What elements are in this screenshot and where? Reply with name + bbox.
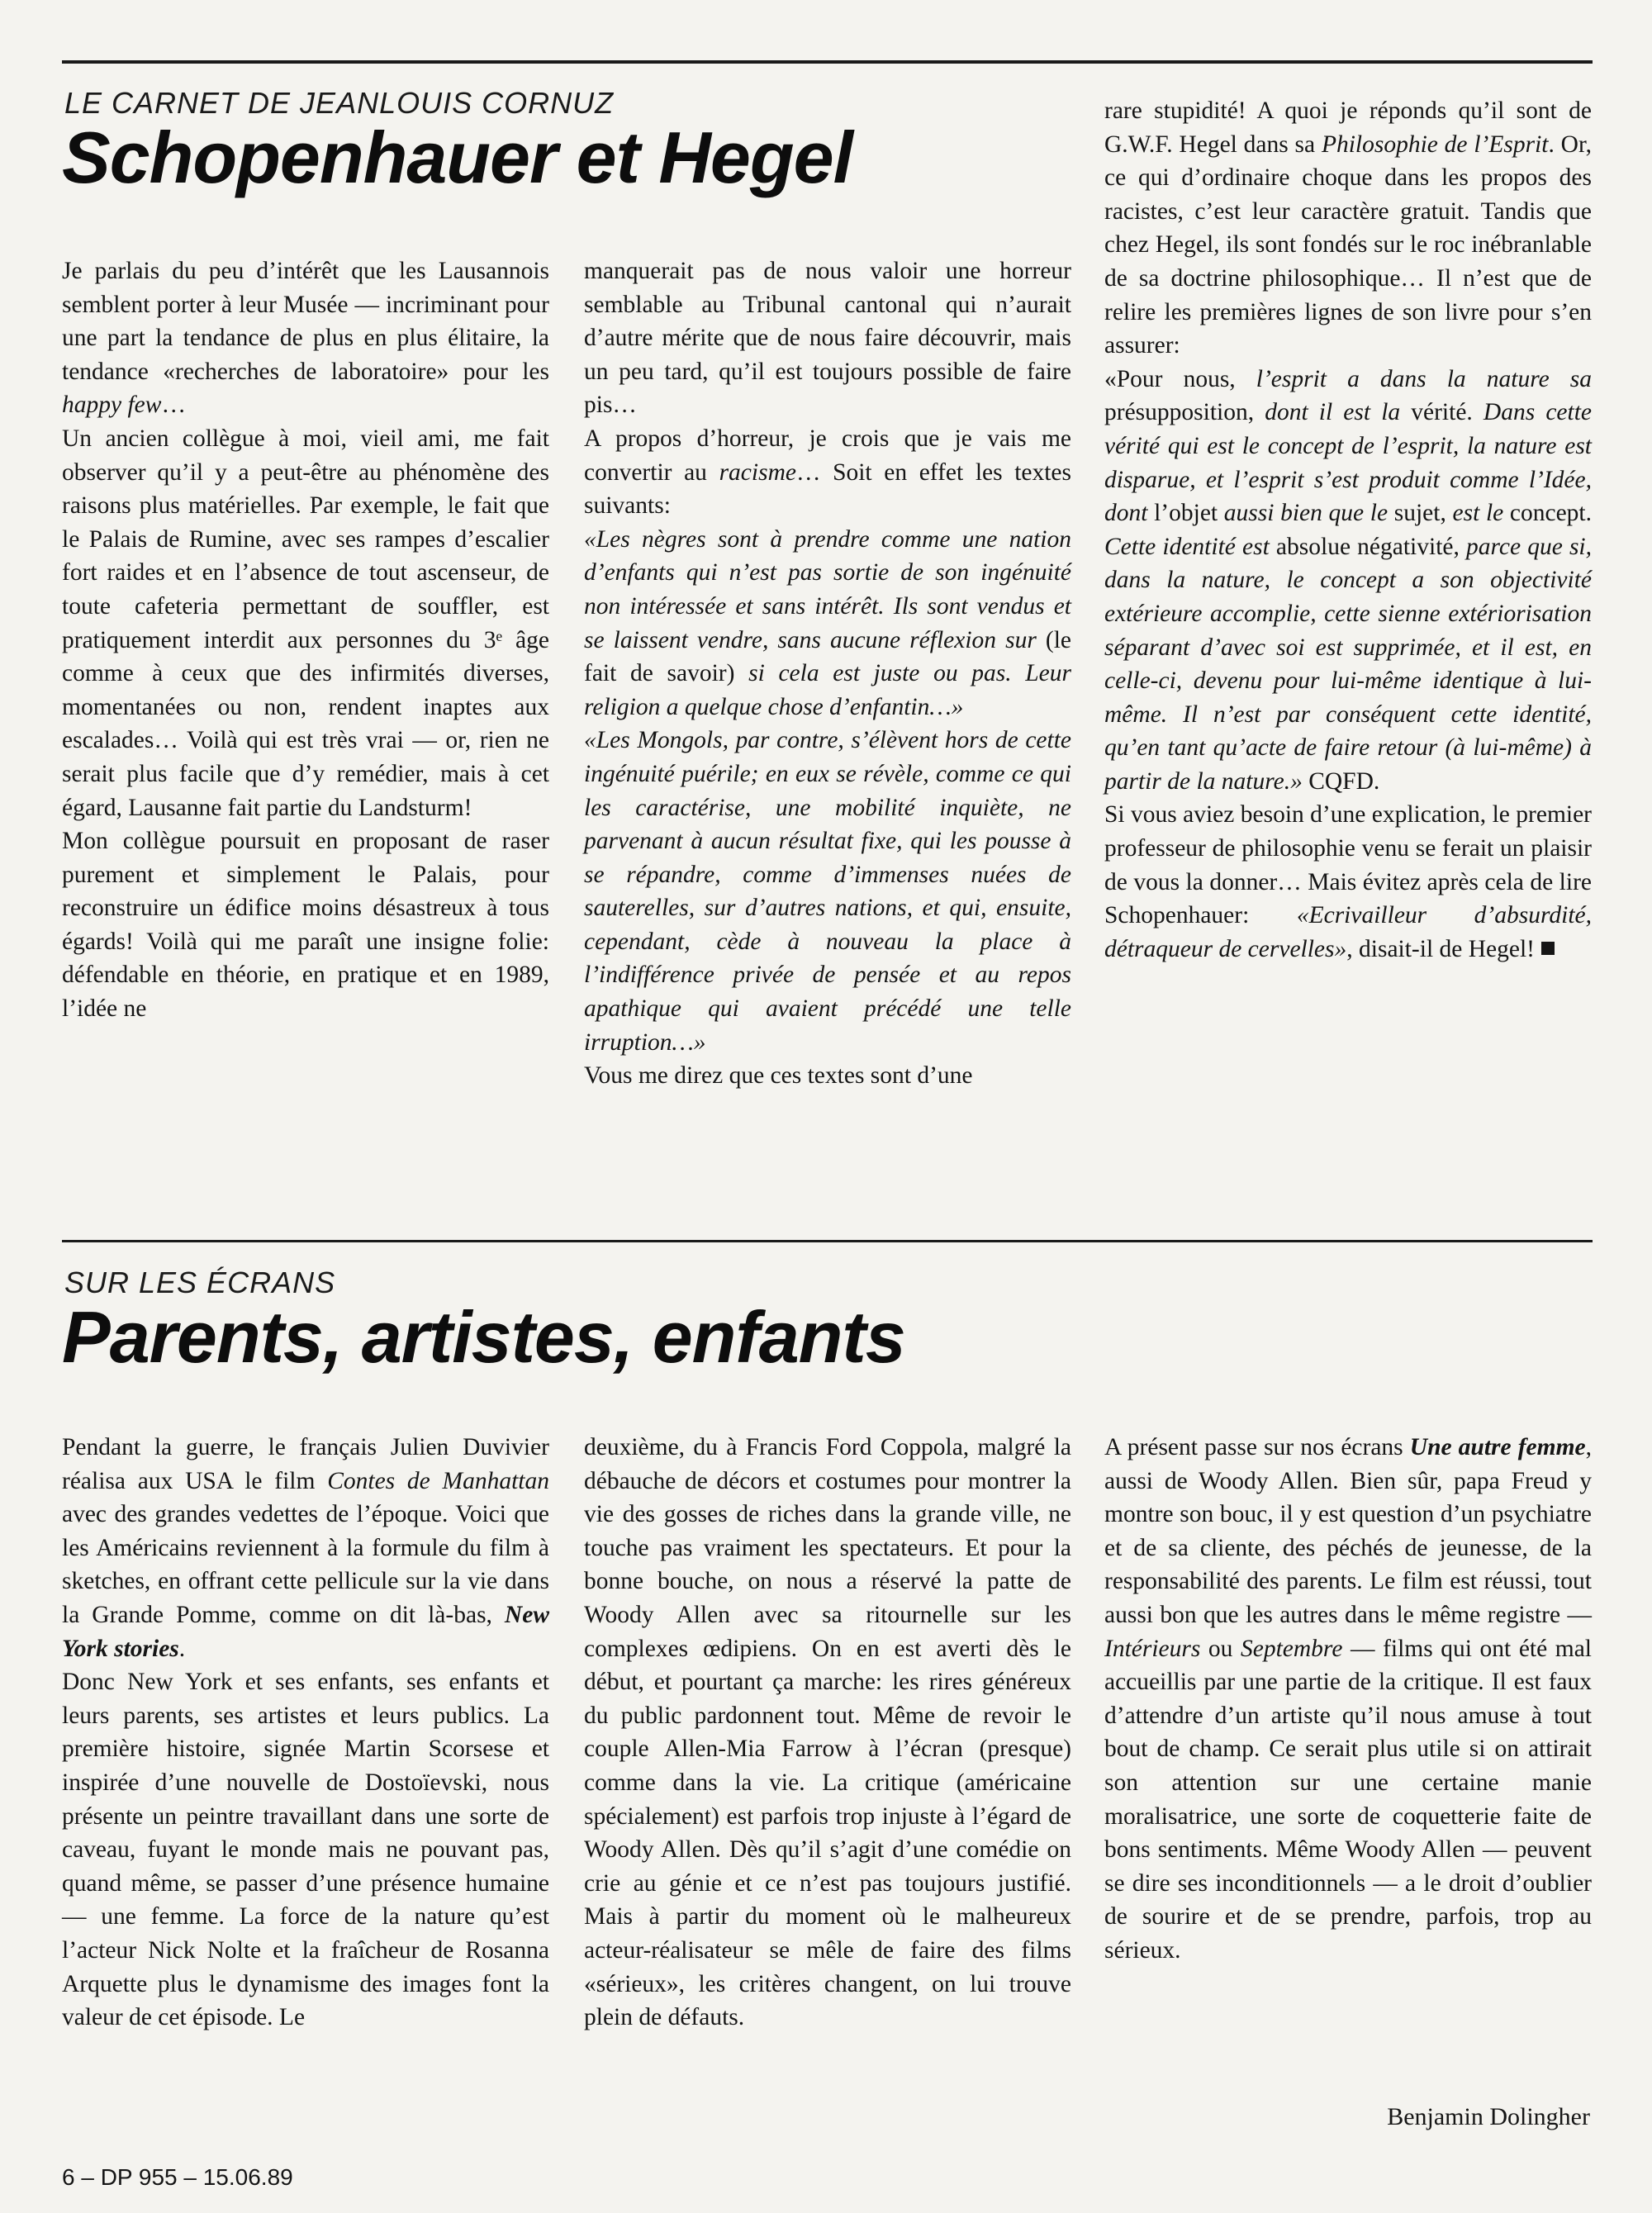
article1-column-2 <box>584 254 1071 1093</box>
article2-column-1 <box>62 1431 549 2035</box>
article1-kicker: LE CARNET DE JEANLOUIS CORNUZ <box>64 86 615 120</box>
paragraph: Un ancien collègue à moi, vieil ami, me fait observer qu’il y a peut-être au phénomène des raisons plus matérielles. Par exemple, le fait que le Palais de Rumine, avec ses rampes d’escalier fort raides et en l’absence de tout ascenseur, de toute cafeteria permettant de souffler, est pratiquement interdit aux personnes du 3ᵉ âge comme à ceux que des infirmités diverses, momentanées ou non, rendent inaptes aux escalades… Voilà qui est très vrai — or, rien ne serait plus facile que d’y remédier, mais à cet égard, Lausanne fait partie du Landsturm! <box>62 425 549 821</box>
paragraph: manquerait pas de nous valoir une horreur semblable au Tribunal cantonal qui n’aurait d’autre mérite que de nous faire découvrir, mais un peu tard, qu’il est toujours possible de faire pis… <box>584 258 1071 419</box>
article1-column-3 <box>1104 94 1592 966</box>
quotation: «Pour nous, l’esprit a dans la nature sa présupposition, dont il est la vérité. Dans cette vérité qui est le concept de l’esprit, la nature est disparue, et l’esprit s’est produit comme l’Idée, dont l’objet aussi bien que le sujet, est le concept. Cette identité est absolue négativité, parce que si, dans la nature, le concept a son objectivité extérieure accomplie, cette sienne extériorisation séparant d’avec soi est supprimée, et il est, en celle-ci, devenu pour lui-même identique à lui-même. Il n’est par conséquent cette identité, qu’en tant qu’acte de faire retour (à lui-même) à partir de la nature.» CQFD. <box>1104 365 1592 795</box>
paragraph: A propos d’horreur, je crois que je vais me convertir au racisme… Soit en effet les textes suivants: <box>584 425 1072 520</box>
top-rule <box>62 60 1593 64</box>
paragraph: Mon collègue poursuit en proposant de raser purement et simplement le Palais, pour reconstruire un édifice moins désastreux à tous égards! Voilà qui me paraît une insigne folie: défendable en théorie, en pratique et en 1989, l’idée ne <box>62 828 549 1023</box>
article2-column-3 <box>1104 1431 1592 1968</box>
article1-title: Schopenhauer et Hegel <box>62 116 853 198</box>
quotation: «Les nègres sont à prendre comme une nation d’enfants qui n’est pas sortie de son ingénuité non intéressée et sans intérêt. Ils sont vendus et se laissent vendre, sans aucune réflexion sur (le fait de savoir) si cela est juste ou pas. Leur religion a quelque chose d’enfantin…» <box>584 525 1071 720</box>
paragraph: deuxième, du à Francis Ford Coppola, malgré la débauche de décors et costumes pour montrer la vie des gosses de riches dans la grande ville, ne touche pas vraiment les spectateurs. Et pour la bonne bouche, on nous a réservé la patte de Woody Allen avec sa ritournelle sur les complexes œdipiens. On en est averti dès le début, et pourtant ça marche: les rires généreux du public pardonnent tout. Même de revoir le couple Allen-Mia Farrow à l’écran (presque) comme dans la vie. La critique (américaine spécialement) est parfois trop injuste à l’égard de Woody Allen. Dès qu’il s’agit d’une comédie on crie au génie et ce n’est pas toujours justifié. Mais à partir du moment où le malheureux acteur-réalisateur se mêle de faire des films «sérieux», les critères changent, on lui trouve plein de défauts. <box>584 1434 1071 2031</box>
article2-column-2 <box>584 1431 1071 2035</box>
section-rule <box>62 1240 1593 1242</box>
paragraph: Pendant la guerre, le français Julien Duvivier réalisa aux USA le film Contes de Manhattan avec des grandes vedettes de l’époque. Voici que les Américains reviennent à la formule du film à sketches, en offrant cette pellicule sur la vie dans la Grande Pomme, comme on dit là-bas, New York stories. <box>62 1434 549 1662</box>
paragraph: Si vous aviez besoin d’une explication, le premier professeur de philosophie venu se ferait un plaisir de vous la donner… Mais évitez après cela de lire Schopenhauer: «Ecrivailleur d’absurdité, détraqueur de cervelles», disait-il de Hegel! <box>1104 801 1592 962</box>
quotation: «Les Mongols, par contre, s’élèvent hors de cette ingénuité puérile; en eux se révèle, comme ce qui les caractérise, une mobilité inquiète, ne parvenant à aucun résultat fixe, qui les pousse à se répandre, comme d’immenses nuées de sauterelles, sur d’autres nations, et qui, ensuite, cependant, cède à nouveau la place à l’indifférence privée de pensée et au repos apathique qui avaient précédé une telle irruption…» <box>584 727 1071 1056</box>
end-mark-icon <box>1541 942 1555 955</box>
paragraph: rare stupidité! A quoi je réponds qu’il sont de G.W.F. Hegel dans sa Philosophie de l’Esprit. Or, ce qui d’ordinaire choque dans les propos des racistes, c’est leur caractère gratuit. Tandis que chez Hegel, ils sont fondés sur le roc inébranlable de sa doctrine philosophique… Il n’est que de relire les premières lignes de son livre pour s’en assurer: <box>1104 97 1592 359</box>
paragraph: Donc New York et ses enfants, ses enfants et leurs parents, ses artistes et leurs publics. La première histoire, signée Martin Scorsese et inspirée d’une nouvelle de Dostoïevski, nous présente un peintre travaillant dans une sorte de caveau, fuyant le monde mais ne pouvant pas, quand même, se passer d’une présence humaine — une femme. La force de la nature qu’est l’acteur Nick Nolte et la fraîcheur de Rosanna Arquette plus le dynamisme des images font la valeur de cet épisode. Le <box>62 1669 549 2031</box>
paragraph: Vous me direz que ces textes sont d’une <box>584 1062 973 1090</box>
page-footer: 6 – DP 955 – 15.06.89 <box>62 2164 293 2190</box>
article2-kicker: SUR LES ÉCRANS <box>64 1266 336 1299</box>
paragraph: A présent passe sur nos écrans Une autre femme, aussi de Woody Allen. Bien sûr, papa Freud y montre son bouc, il y est question d’un psychiatre et de sa cliente, des péchés de jeunesse, de la responsabilité des parents. Le film est réussi, tout aussi bon que les autres dans le même registre — Intérieurs ou Septembre — films qui ont été mal accueillis par une partie de la critique. Il est faux d’attendre d’un artiste qu’il nous amuse à tout bout de champ. Ce serait plus utile si on attirait son attention sur une certaine manie moralisatrice, une sorte de coquetterie faite de bons sentiments. Même Woody Allen — peuvent se dire ses inconditionnels — a le droit d’oublier de sourire et de se prendre, parfois, trop au sérieux. <box>1104 1434 1593 1964</box>
article2-title: Parents, artistes, enfants <box>62 1296 905 1378</box>
paragraph: Je parlais du peu d’intérêt que les Lausannois semblent porter à leur Musée — incriminant pour une part la tendance de plus en plus élitaire, la tendance «recherches de laboratoire» pour les happy few… <box>62 258 549 419</box>
author-signature: Benjamin Dolingher <box>1387 2103 1590 2130</box>
article1-column-1 <box>62 254 549 1026</box>
